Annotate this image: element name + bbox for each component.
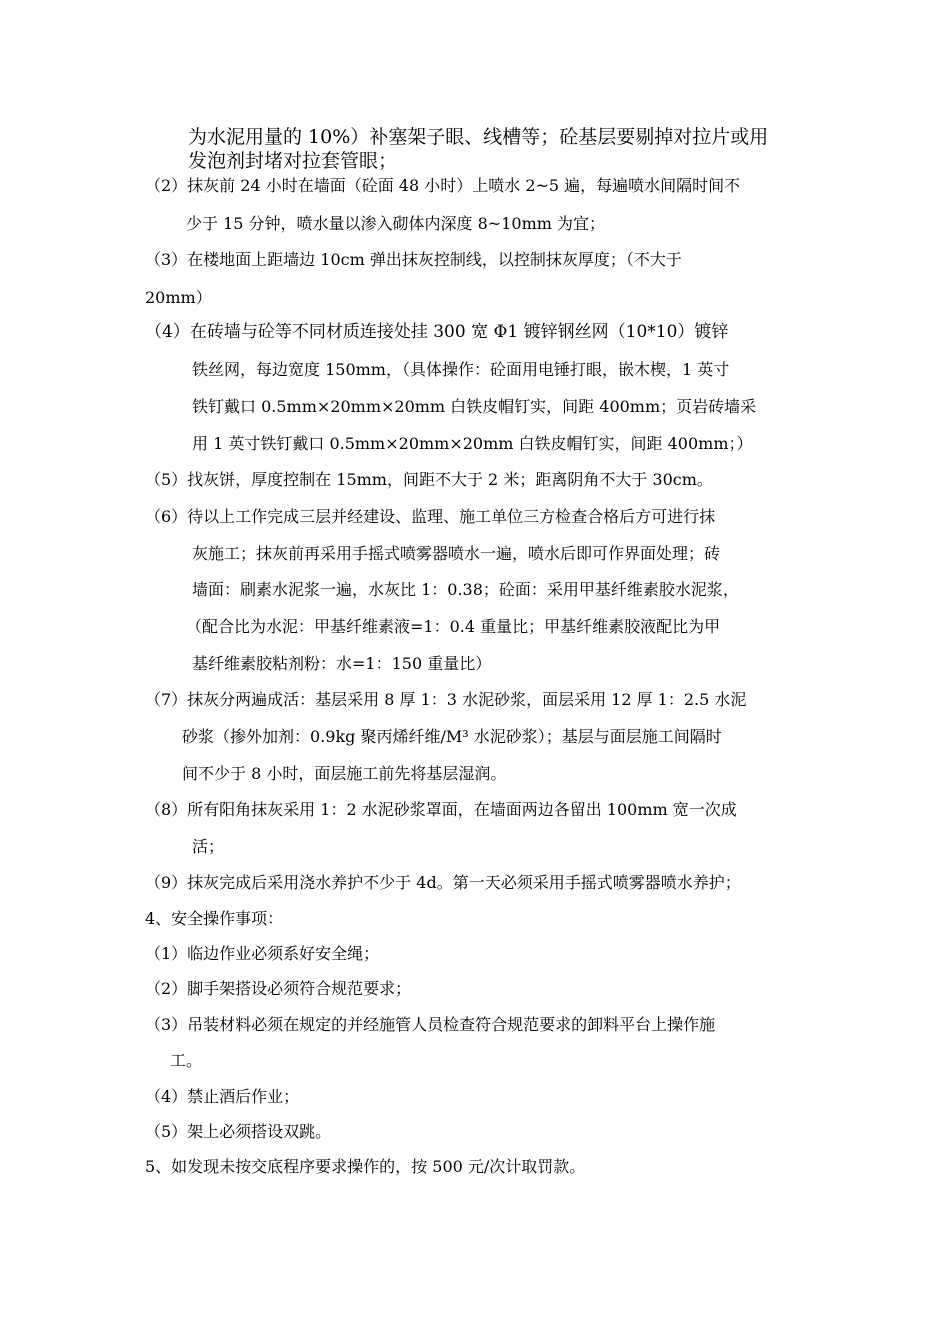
text-line: （1）临边作业必须系好安全绳；	[145, 944, 380, 963]
text-line: 工。	[170, 1051, 203, 1070]
text-line: （5）找灰饼，厚度控制在 15mm，间距不大于 2 米；距离阴角不大于 30cm。	[145, 470, 713, 489]
text-line: （3）吊装材料必须在规定的并经施管人员检查符合规范要求的卸料平台上操作施	[145, 1015, 716, 1034]
text-line: （4）禁止酒后作业；	[145, 1087, 300, 1106]
text-line: 20mm）	[145, 288, 212, 307]
text-line: 灰施工；抹灰前再采用手摇式喷雾器喷水一遍，喷水后即可作界面处理；砖	[192, 544, 721, 563]
text-line: 4、安全操作事项：	[145, 909, 284, 928]
text-line: （9）抹灰完成后采用浇水养护不少于 4d。第一天必须采用手摇式喷雾器喷水养护；	[145, 873, 741, 892]
text-line: 发泡剂封堵对拉套管眼；	[188, 150, 398, 172]
text-line: （3）在楼地面上距墙边 10cm 弹出抹灰控制线，以控制抹灰厚度；（不大于	[145, 250, 682, 269]
text-line: 活；	[192, 837, 225, 856]
text-line: 砂浆（掺外加剂：0.9kg 聚丙烯纤维/M³ 水泥砂浆）；基层与面层施工间隔时	[182, 727, 722, 746]
text-line: （5）架上必须搭设双跳。	[145, 1122, 332, 1141]
text-line: 铁钉戴口 0.5mm×20mm×20mm 白铁皮帽钉实，间距 400mm；页岩砖墙采	[192, 397, 757, 416]
text-line: 少于 15 分钟，喷水量以渗入砌体内深度 8~10mm 为宜；	[186, 214, 605, 233]
text-line: （7）抹灰分两遍成活：基层采用 8 厚 1：3 水泥砂浆，面层采用 12 厚 1：2.5 水泥	[145, 690, 747, 709]
text-line: 间不少于 8 小时，面层施工前先将基层湿润。	[182, 764, 507, 783]
text-line: （8）所有阳角抹灰采用 1：2 水泥砂浆罩面，在墙面两边各留出 100mm 宽一次成	[145, 800, 737, 819]
text-line: （配合比为水泥：甲基纤维素液=1：0.4 重量比；甲基纤维素胶液配比为甲	[186, 617, 721, 636]
text-line: 5、如发现未按交底程序要求操作的，按 500 元/次计取罚款。	[145, 1157, 586, 1176]
text-line: 为水泥用量的 10%）补塞架子眼、线槽等；砼基层要剔掉对拉片或用	[188, 126, 769, 148]
text-line: （2）抹灰前 24 小时在墙面（砼面 48 小时）上喷水 2~5 遍，每遍喷水间隔时间不	[145, 176, 741, 195]
text-line: （4）在砖墙与砼等不同材质连接处挂 300 宽 Φ1 镀锌钢丝网（10*10）镀锌	[145, 322, 729, 342]
text-line: （2）脚手架搭设必须符合规范要求；	[145, 979, 412, 998]
text-line: 用 1 英寸铁钉戴口 0.5mm×20mm×20mm 白铁皮帽钉实，间距 400mm；）	[192, 434, 753, 453]
text-line: （6）待以上工作完成三层并经建设、监理、施工单位三方检查合格后方可进行抹	[145, 507, 716, 526]
text-line: 铁丝网，每边宽度 150mm，（具体操作：砼面用电锤打眼，嵌木楔，1 英寸	[192, 360, 730, 379]
text-line: 基纤维素胶粘剂粉：水=1：150 重量比）	[192, 654, 492, 673]
text-line: 墙面：刷素水泥浆一遍，水灰比 1：0.38；砼面：采用甲基纤维素胶水泥浆，	[192, 580, 739, 599]
